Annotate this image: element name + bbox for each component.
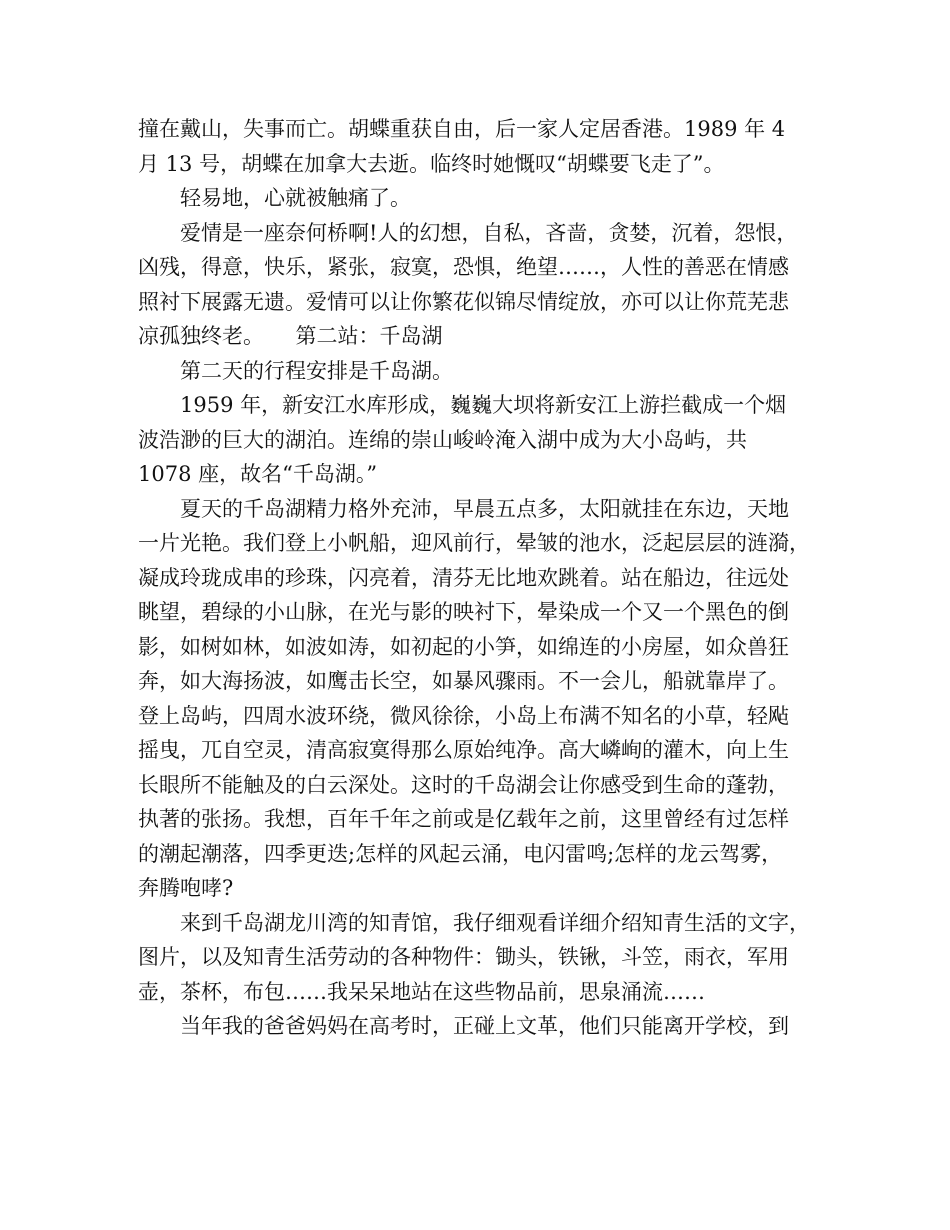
text-line: 执著的张扬。我想，百年千年之前或是亿载年之前，这里曾经有过怎样 [138,807,789,831]
text-line: 登上岛屿，四周水波环绕，微风徐徐，小岛上布满不知名的小草，轻飐 [138,703,789,728]
text-line: 撞在戴山，失事而亡。胡蝶重获自由，后一家人定居香港。1989 年 4 [138,117,786,141]
text-line: 凉孤独终老。 第二站：千岛湖 [138,324,443,348]
text-line: 壶，茶杯，布包……我呆呆地站在这些物品前，思泉涌流…… [138,979,705,1004]
text-line: 凝成玲珑成串的珍珠，闪亮着，清芬无比地欢跳着。站在船边，往远处 [138,565,789,590]
text-line: 图片，以及知青生活劳动的各种物件：锄头，铁锹，斗笠，雨衣，军用 [138,945,789,969]
text-line: 的潮起潮落，四季更迭;怎样的风起云涌，电闪雷鸣;怎样的龙云驾雾， [138,841,783,866]
text-line: 长眼所不能触及的白云深处。这时的千岛湖会让你感受到生命的蓬勃， [138,772,789,797]
text-line: 奔腾咆哮? [138,876,234,900]
text-line: 波浩渺的巨大的湖泊。连绵的崇山峻岭淹入湖中成为大小岛屿，共 [138,427,747,452]
text-line: 来到千岛湖龙川湾的知青馆，我仔细观看详细介绍知青生活的文字， [180,910,810,935]
text-line: 摇曳，兀自空灵，清高寂寞得那么原始纯净。高大嶙峋的灌木，向上生 [138,738,789,762]
text-line: 轻易地，心就被触痛了。 [180,186,411,210]
text-line: 1078 座，故名“千岛湖。” [138,462,378,486]
text-line: 爱情是一座奈何桥啊!人的幻想，自私，吝啬，贪婪，沉着，怨恨， [180,220,798,245]
text-line: 当年我的爸爸妈妈在高考时，正碰上文革，他们只能离开学校，到 [180,1014,789,1038]
text-line: 1959 年，新安江水库形成，巍巍大坝将新安江上游拦截成一个烟 [180,393,787,417]
text-line: 奔，如大海扬波，如鹰击长空，如暴风骤雨。不一会儿，船就靠岸了。 [138,669,789,693]
text-line: 照衬下展露无遗。爱情可以让你繁花似锦尽情绽放，亦可以让你荒芜悲 [138,289,789,314]
text-line: 凶残，得意，快乐，紧张，寂寞，恐惧，绝望……，人性的善恶在情感 [138,255,789,279]
text-line: 第二天的行程安排是千岛湖。 [180,358,453,383]
document-body [138,112,838,1044]
text-line: 夏天的千岛湖精力格外充沛，早晨五点多，太阳就挂在东边，天地 [180,496,789,521]
text-line: 眺望，碧绿的小山脉，在光与影的映衬下，晕染成一个又一个黑色的倒 [138,600,789,624]
text-line: 影，如树如林，如波如涛，如初起的小笋，如绵连的小房屋，如众兽狂 [138,634,789,659]
text-line: 月 13 号，胡蝶在加拿大去逝。临终时她慨叹“胡蝶要飞走了”。 [138,151,725,176]
text-line: 一片光艳。我们登上小帆船，迎风前行，晕皱的池水，泛起层层的涟漪， [138,531,810,555]
